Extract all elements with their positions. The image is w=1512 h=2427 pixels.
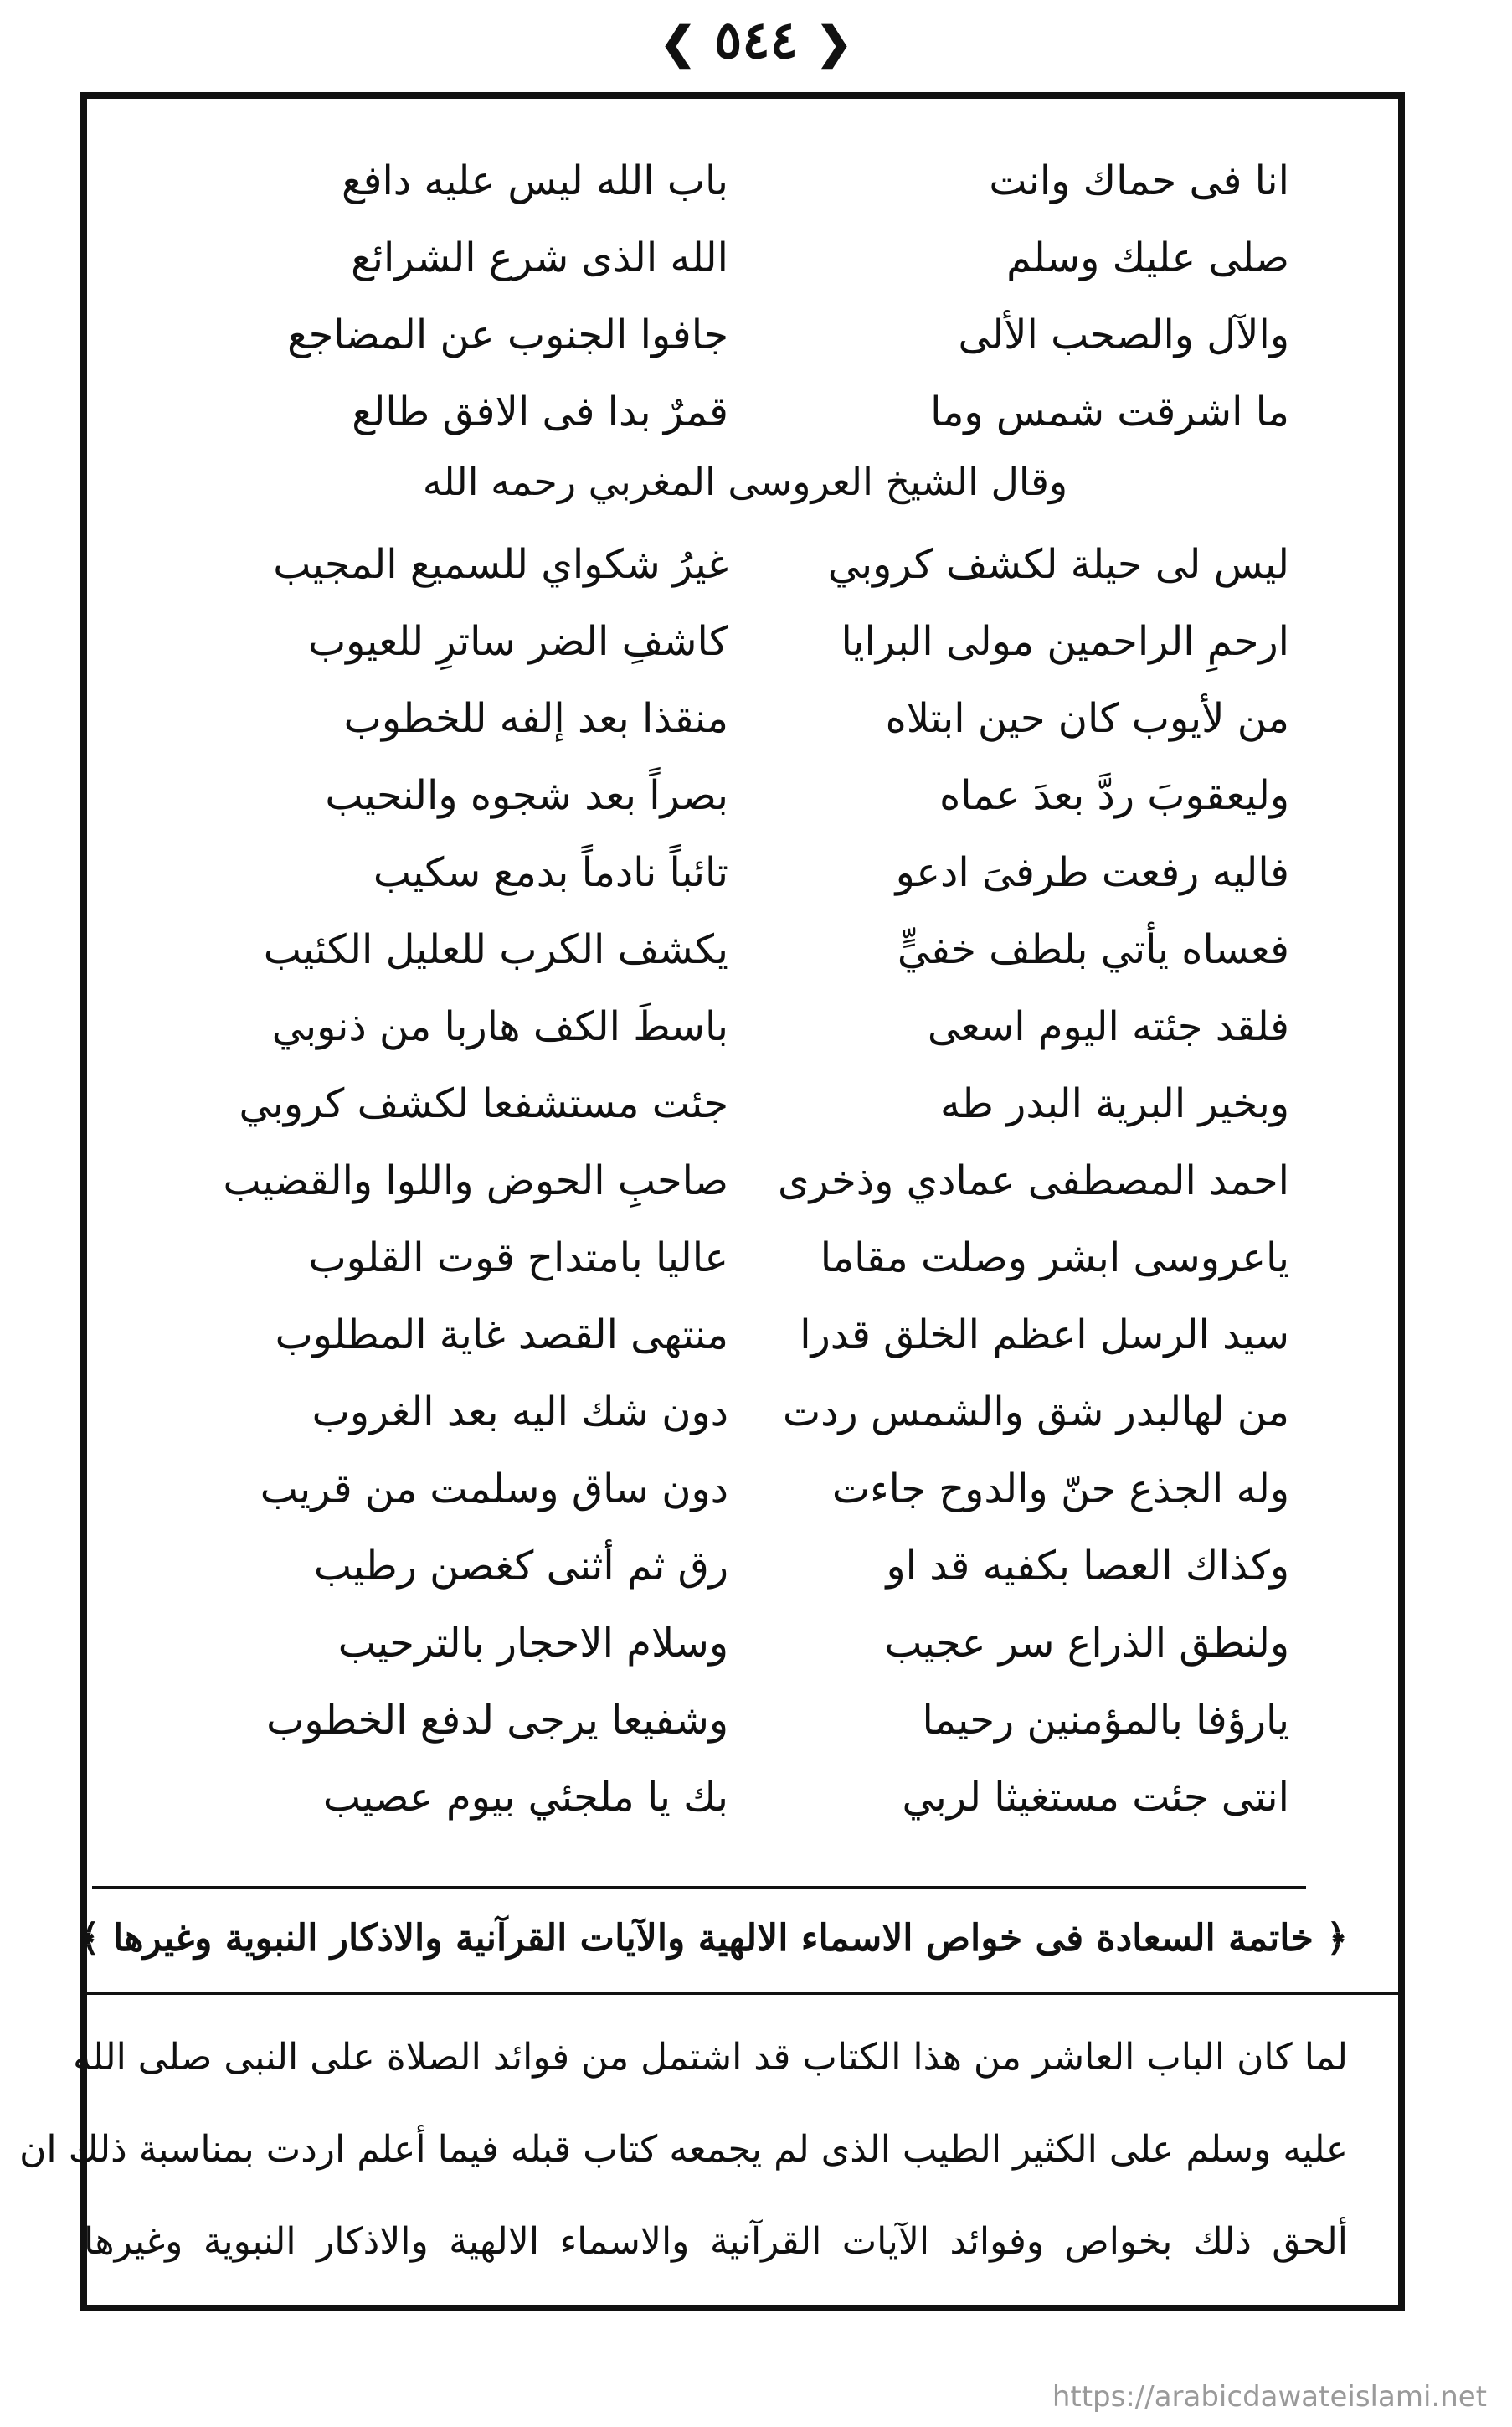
page-number-text: ٥٤٤ bbox=[714, 9, 798, 70]
hemistich-first: احمد المصطفی عمادي وذخری bbox=[778, 1157, 1289, 1204]
poem-line bbox=[201, 1759, 1289, 1836]
hemistich-second: عاليا بامتداح قوت القلوب bbox=[308, 1234, 728, 1281]
watermark-url: https://arabicdawateislami.net bbox=[1052, 2380, 1487, 2414]
poem-line bbox=[201, 219, 1289, 296]
page-number bbox=[0, 7, 1512, 77]
hemistich-first: من لهالبدر شق والشمس ردت bbox=[782, 1389, 1289, 1435]
hemistich-first: يارؤفا بالمؤمنين رحيما bbox=[922, 1697, 1289, 1744]
poem-line bbox=[201, 1451, 1289, 1528]
hemistich-second: يكشف الكرب للعليل الكئيب bbox=[263, 926, 728, 973]
poem-line bbox=[201, 1296, 1289, 1373]
hemistich-second: تائباً نادماً بدمع سكيب bbox=[373, 849, 728, 896]
hemistich-second: قمرٌ بدا فی الافق طالع bbox=[352, 389, 728, 435]
hemistich-first: فلقد جئته اليوم اسعی bbox=[927, 1003, 1289, 1050]
hemistich-second: دون شك اليه بعد الغروب bbox=[311, 1389, 728, 1435]
hemistich-second: غيرُ شكواي للسميع المجيب bbox=[273, 541, 728, 588]
prose-line: عليه وسلم علی الكثير الطيب الذی لم يجمعه كتاب قبله فيما أعلم اردت بمناسبة ذلك ان bbox=[19, 2128, 1348, 2171]
hemistich-second: صاحبِ الحوض واللوا والقضيب bbox=[223, 1157, 728, 1204]
hemistich-second: كاشفِ الضر ساترِ للعيوب bbox=[307, 618, 728, 665]
hemistich-first: فاليه رفعت طرفیَ ادعو bbox=[895, 849, 1289, 896]
poem-line bbox=[201, 757, 1289, 834]
poem-line bbox=[201, 526, 1289, 603]
hemistich-first: ما اشرقت شمس وما bbox=[930, 389, 1289, 435]
poem-line bbox=[201, 603, 1289, 680]
hemistich-second: وشفيعا يرجی لدفع الخطوب bbox=[266, 1697, 728, 1744]
hemistich-second: باب الله ليس عليه دافع bbox=[341, 157, 728, 204]
hemistich-second: باسطَ الكف هاربا من ذنوبي bbox=[271, 1003, 728, 1050]
hemistich-second: بك يا ملجئي بيوم عصيب bbox=[322, 1774, 728, 1821]
hemistich-first: وبخير البرية البدر طه bbox=[939, 1080, 1289, 1127]
hemistich-second: منقذا بعد إلفه للخطوب bbox=[343, 695, 728, 742]
prose-line: ألحق ذلك بخواص وفوائد الآيات القرآنية والاسماء الالهية والاذكار النبوية وغيرها bbox=[84, 2220, 1348, 2263]
prose-line: لما كان الباب العاشر من هذا الكتاب قد اشتمل من فوائد الصلاة علی النبی صلی الله bbox=[73, 2036, 1348, 2079]
poem-line bbox=[201, 1142, 1289, 1219]
poem-line bbox=[201, 988, 1289, 1065]
hemistich-second: منتهی القصد غاية المطلوب bbox=[275, 1311, 728, 1358]
poem-line bbox=[201, 1605, 1289, 1682]
section-rule-top bbox=[92, 1886, 1306, 1889]
hemistich-first: وله الجذع حنّ والدوح جاءت bbox=[831, 1466, 1289, 1512]
poem-line bbox=[201, 374, 1289, 451]
poem-line bbox=[201, 680, 1289, 757]
hemistich-first: ياعروسی ابشر وصلت مقاما bbox=[820, 1234, 1289, 1281]
section-rule-bottom bbox=[80, 1992, 1405, 1995]
hemistich-first: انا فی حماك وانت bbox=[989, 157, 1289, 204]
hemistich-first: انتی جئت مستغيثا لربي bbox=[902, 1774, 1289, 1821]
ornament-right-icon: ❯ bbox=[815, 18, 853, 69]
poem-line bbox=[201, 142, 1289, 219]
poem-line bbox=[201, 911, 1289, 988]
hemistich-second: رق ثم أثنی كغصن رطيب bbox=[313, 1543, 728, 1590]
hemistich-first: من لأيوب كان حين ابتلاه bbox=[885, 695, 1289, 742]
hemistich-first: وليعقوبَ ردَّ بعدَ عماه bbox=[939, 772, 1289, 819]
hemistich-first: صلی عليك وسلم bbox=[1006, 234, 1289, 281]
hemistich-first: سيد الرسل اعظم الخلق قدرا bbox=[800, 1311, 1289, 1358]
poem-line bbox=[201, 296, 1289, 374]
hemistich-first: وكذاك العصا بكفيه قد او bbox=[886, 1543, 1289, 1590]
hemistich-second: جئت مستشفعا لكشف كروبي bbox=[239, 1080, 728, 1127]
section-title: ﴿ خاتمة السعادة فی خواص الاسماء الالهية والآيات القرآنية والاذكار النبوية وغيرها ﴾ bbox=[78, 1917, 1348, 1960]
poem-line bbox=[201, 1065, 1289, 1142]
hemistich-first: والآل والصحب الألی bbox=[958, 312, 1289, 358]
hemistich-second: الله الذی شرع الشرائع bbox=[351, 234, 728, 281]
poem-heading: وقال الشيخ العروسی المغربي رحمه الله bbox=[422, 459, 1068, 504]
hemistich-first: ليس لی حيلة لكشف كروبي bbox=[827, 541, 1289, 588]
hemistich-second: دون ساق وسلمت من قريب bbox=[260, 1466, 728, 1512]
hemistich-first: ولنطق الذراع سر عجيب bbox=[884, 1620, 1289, 1667]
hemistich-first: فعساه يأتي بلطف خفيٍّ bbox=[897, 926, 1289, 973]
poem-line bbox=[201, 1528, 1289, 1605]
poem-line bbox=[201, 1682, 1289, 1759]
hemistich-second: جافوا الجنوب عن المضاجع bbox=[287, 312, 728, 358]
poem-line bbox=[201, 834, 1289, 911]
poem-line bbox=[201, 1219, 1289, 1296]
hemistich-second: وسلام الاحجار بالترحيب bbox=[337, 1620, 728, 1667]
ornament-left-icon: ❮ bbox=[659, 18, 697, 69]
hemistich-second: بصراً بعد شجوه والنحيب bbox=[325, 772, 728, 819]
hemistich-first: ارحمِ الراحمين مولی البرايا bbox=[841, 618, 1289, 665]
poem-line bbox=[201, 1373, 1289, 1451]
